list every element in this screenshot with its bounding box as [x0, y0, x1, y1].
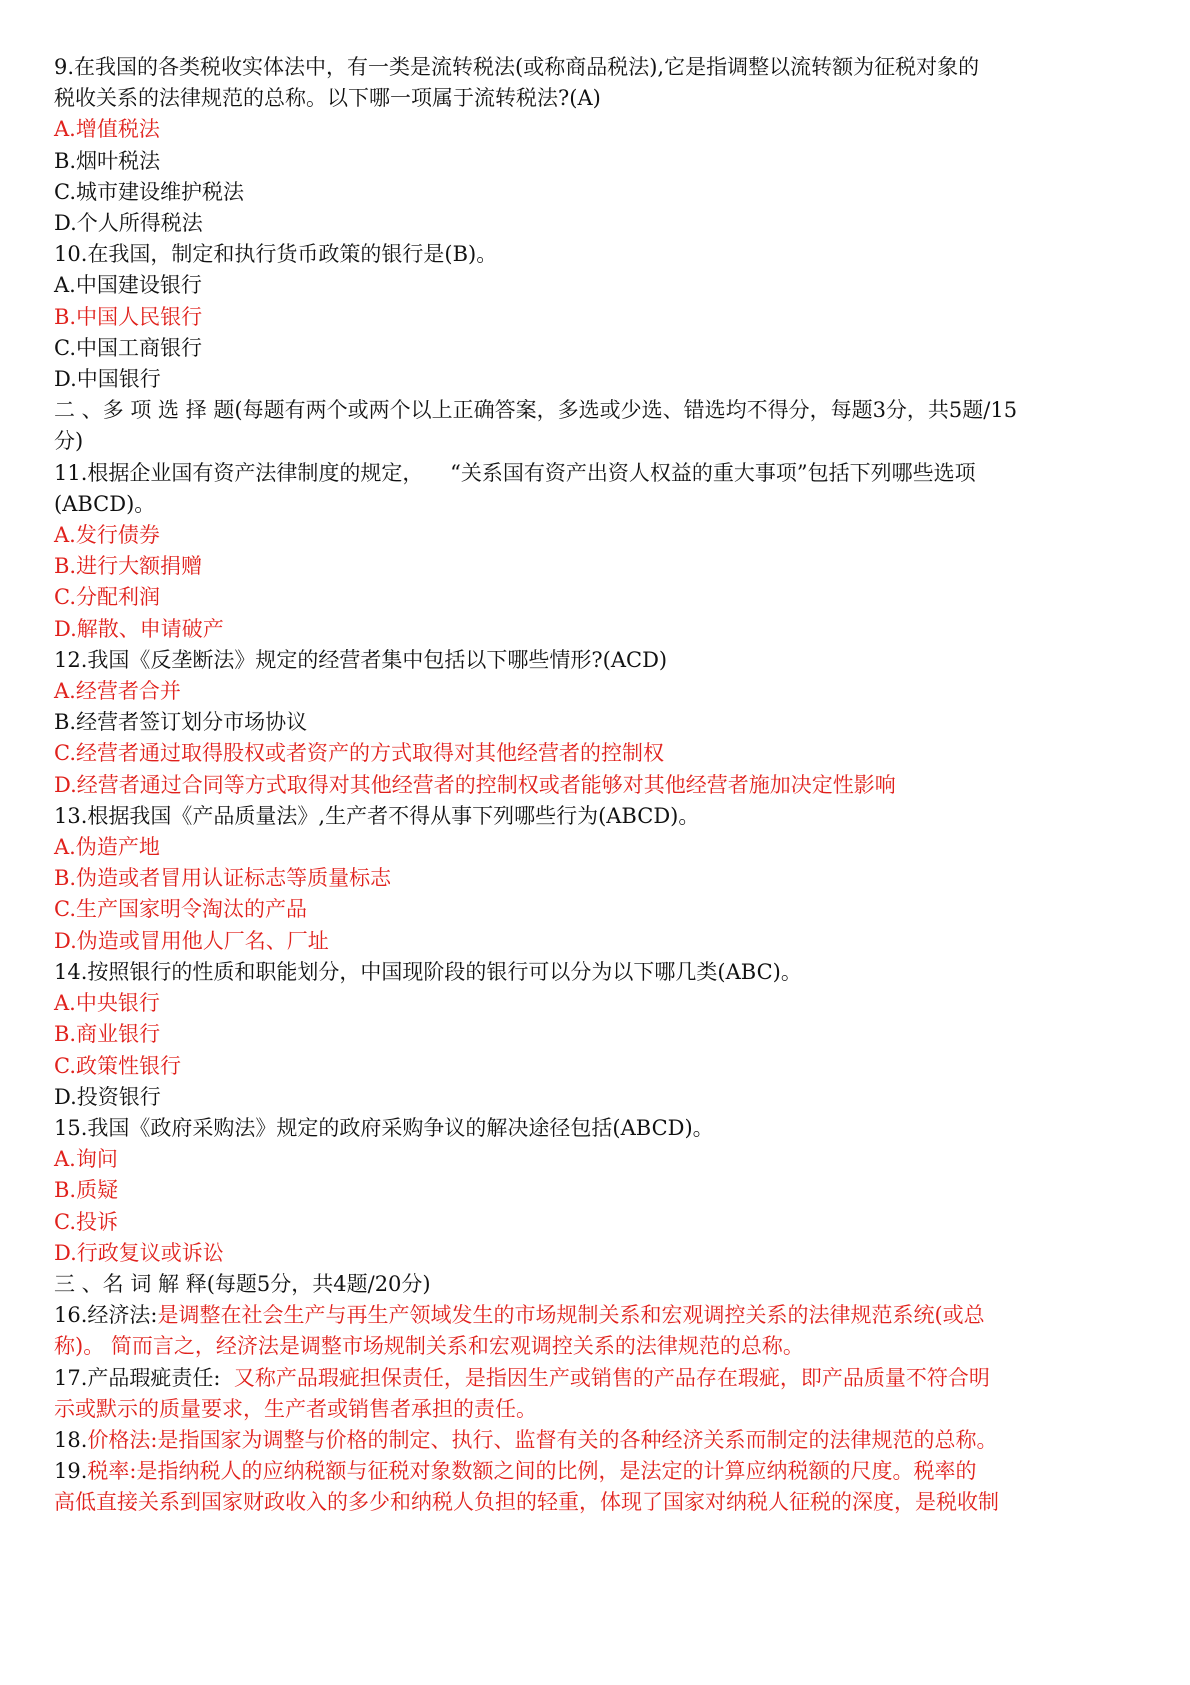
q9-option-d: D.个人所得税法	[54, 211, 203, 236]
q16-term: 16.经济法:	[54, 1303, 158, 1328]
q19-definition-2: 高低直接关系到国家财政收入的多少和纳税人负担的轻重，体现了国家对纳税人征税的深度，是税收制	[54, 1490, 999, 1515]
q13-option-a: A.伪造产地	[54, 835, 160, 860]
q9-stem-line-2: 税收关系的法律规范的总称。以下哪一项属于流转税法?(A)	[54, 86, 601, 111]
q12-option-a: A.经营者合并	[54, 679, 181, 704]
q15-option-d: D.行政复议或诉讼	[54, 1240, 224, 1265]
q10-option-d: D.中国银行	[54, 367, 161, 392]
q19-term: 19.	[54, 1459, 88, 1484]
q11-option-a: A.发行债券	[54, 523, 160, 548]
q15-option-a: A.询问	[54, 1147, 118, 1172]
q9-option-a: A.增值税法	[54, 117, 160, 142]
document-page	[54, 52, 1144, 1519]
q13-stem: 13.根据我国《产品质量法》,生产者不得从事下列哪些行为(ABCD)。	[54, 803, 700, 828]
q17-definition-2: 示或默示的质量要求，生产者或销售者承担的责任。	[54, 1396, 537, 1421]
q12-stem: 12.我国《反垄断法》规定的经营者集中包括以下哪些情形?(ACD)	[54, 647, 668, 672]
q16-line-1	[54, 1300, 1144, 1331]
q10-option-b: B.中国人民银行	[54, 304, 203, 329]
section-2-heading-cont: 分)	[54, 429, 84, 454]
q9-option-b: B.烟叶税法	[54, 148, 161, 173]
q14-stem: 14.按照银行的性质和职能划分，中国现阶段的银行可以分为以下哪几类(ABC)。	[54, 959, 802, 984]
q17-definition-1: 又称产品瑕疵担保责任，是指因生产或销售的产品存在瑕疵，即产品质量不符合明	[233, 1365, 990, 1390]
q12-option-b: B.经营者签订划分市场协议	[54, 710, 308, 735]
q9-option-c: C.城市建设维护税法	[54, 179, 244, 204]
q12-option-d: D.经营者通过合同等方式取得对其他经营者的控制权或者能够对其他经营者施加决定性影响	[54, 772, 896, 797]
q17-line-1	[54, 1363, 1144, 1394]
q15-option-b: B.质疑	[54, 1178, 119, 1203]
q14-option-c: C.政策性银行	[54, 1053, 181, 1078]
q11-stem-line-2: (ABCD)。	[54, 491, 156, 516]
q16-definition-1: 是调整在社会生产与再生产领域发生的市场规制关系和宏观调控关系的法律规范系统(或总	[157, 1303, 985, 1328]
q10-option-c: C.中国工商银行	[54, 335, 202, 360]
section-3-heading: 三 、名 词 解 释(每题5分，共4题/20分)	[54, 1271, 431, 1296]
q14-option-b: B.商业银行	[54, 1022, 161, 1047]
q11-stem-line-1: 11.根据企业国有资产法律制度的规定， “关系国有资产出资人权益的重大事项”包括下列哪些选项	[54, 460, 976, 485]
q14-option-a: A.中央银行	[54, 991, 160, 1016]
q18-line-1	[54, 1425, 1144, 1456]
q12-option-c: C.经营者通过取得股权或者资产的方式取得对其他经营者的控制权	[54, 741, 664, 766]
q11-option-c: C.分配利润	[54, 585, 160, 610]
section-2-heading: 二 、多 项 选 择 题(每题有两个或两个以上正确答案，多选或少选、错选均不得分，每题3分，共5题/15	[54, 398, 1018, 423]
q15-stem: 15.我国《政府采购法》规定的政府采购争议的解决途径包括(ABCD)。	[54, 1115, 714, 1140]
q17-term: 17.产品瑕疵责任:	[54, 1365, 234, 1390]
q15-option-c: C.投诉	[54, 1209, 118, 1234]
q10-option-a: A.中国建设银行	[54, 273, 202, 298]
q11-option-d: D.解散、申请破产	[54, 616, 224, 641]
q18-definition-1: 价格法:是指国家为调整与价格的制定、执行、监督有关的各种经济关系而制定的法律规范的总称。	[87, 1427, 998, 1452]
q10-stem: 10.在我国，制定和执行货币政策的银行是(B)。	[54, 242, 498, 267]
q19-definition-1: 税率:是指纳税人的应纳税额与征税对象数额之间的比例，是法定的计算应纳税额的尺度。税率的	[87, 1459, 977, 1484]
q11-option-b: B.进行大额捐赠	[54, 554, 203, 579]
q13-option-b: B.伪造或者冒用认证标志等质量标志	[54, 866, 392, 891]
q19-line-1	[54, 1456, 1144, 1487]
q9-stem-line-1: 9.在我国的各类税收实体法中，有一类是流转税法(或称商品税法),它是指调整以流转额为征税对象的	[54, 55, 980, 79]
q18-term: 18.	[54, 1427, 88, 1452]
q13-option-c: C.生产国家明令淘汰的产品	[54, 897, 307, 922]
q14-option-d: D.投资银行	[54, 1084, 161, 1109]
q16-definition-2: 称)。 简而言之，经济法是调整市场规制关系和宏观调控关系的法律规范的总称。	[54, 1334, 804, 1359]
q13-option-d: D.伪造或冒用他人厂名、厂址	[54, 928, 329, 953]
